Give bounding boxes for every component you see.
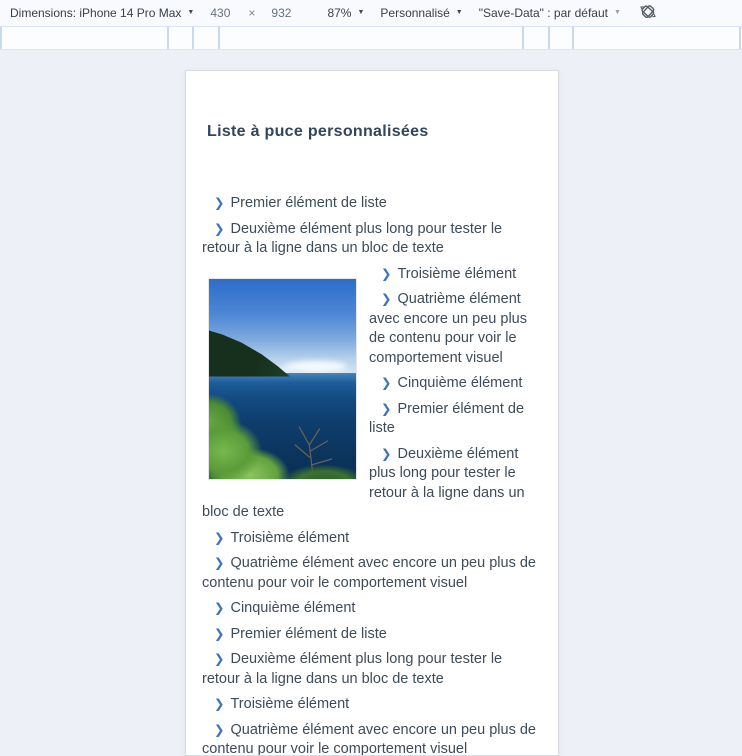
photo-bush bbox=[209, 379, 356, 479]
list-item: ❯ Troisième élément bbox=[214, 529, 350, 546]
device-select-label: Dimensions: iPhone 14 Pro Max bbox=[10, 6, 182, 20]
save-data-value: "Save-Data" : par défaut bbox=[478, 6, 608, 20]
list-item: ❯ Troisième élément bbox=[214, 696, 350, 712]
list-item: ❯ Cinquième élément bbox=[214, 600, 356, 616]
list-item: ❯ Quatrième élément avec encore un peu plus de contenu pour voir le comportement visuel bbox=[202, 721, 536, 756]
emulated-viewport bbox=[185, 70, 559, 756]
page-title: Liste à puce personnalisées bbox=[207, 123, 429, 140]
chevron-bullet-icon: ❯ bbox=[214, 555, 225, 570]
media-query-marker bbox=[739, 27, 741, 49]
photo-cloud bbox=[285, 361, 347, 372]
throttling-value: Personnalisé bbox=[380, 6, 450, 20]
media-query-marker bbox=[0, 27, 2, 49]
media-query-band bbox=[0, 26, 742, 50]
media-query-marker bbox=[192, 27, 194, 49]
list-item: ❯ Troisième élément bbox=[381, 265, 517, 282]
media-query-marker bbox=[548, 27, 550, 49]
chevron-bullet-icon: ❯ bbox=[381, 445, 392, 461]
chevron-bullet-icon: ❯ bbox=[214, 625, 225, 641]
list-item: ❯ Premier élément de liste bbox=[214, 195, 387, 211]
media-query-marker bbox=[218, 27, 220, 49]
device-toolbar bbox=[0, 0, 742, 26]
list-item: ❯ Premier élément de liste bbox=[369, 400, 525, 436]
list-item: ❯ Deuxième élément plus long pour tester le retour à la ligne dans un bloc de texte bbox=[202, 220, 503, 256]
chevron-down-icon: ▼ bbox=[187, 8, 195, 16]
zoom-select[interactable] bbox=[327, 6, 364, 20]
chevron-bullet-icon: ❯ bbox=[214, 696, 225, 711]
zoom-value: 87% bbox=[327, 6, 352, 20]
chevron-down-icon: ▼ bbox=[613, 8, 621, 16]
list-item: ❯ Quatrième élément avec encore un peu plus de contenu pour voir le comportement visuel bbox=[369, 291, 527, 366]
device-select[interactable] bbox=[10, 6, 194, 20]
page-content bbox=[186, 71, 558, 756]
media-query-marker bbox=[572, 27, 574, 49]
chevron-bullet-icon: ❯ bbox=[214, 195, 225, 210]
chevron-down-icon: ▼ bbox=[357, 8, 365, 16]
media-query-marker bbox=[522, 27, 524, 49]
viewport-height-input[interactable]: 932 bbox=[271, 6, 292, 20]
chevron-bullet-icon: ❯ bbox=[381, 265, 392, 281]
chevron-bullet-icon: ❯ bbox=[214, 721, 225, 737]
bullet-list bbox=[202, 193, 542, 756]
viewport-width-input[interactable]: 430 bbox=[210, 6, 231, 20]
list-item: ❯ Deuxième élément plus long pour tester le retour à la ligne dans un bloc de texte bbox=[202, 445, 525, 520]
list-item: ❯ Cinquième élément bbox=[381, 375, 523, 391]
list-item: ❯ Quatrième élément avec encore un peu plus de contenu pour voir le comportement visuel bbox=[202, 555, 536, 591]
throttling-select[interactable] bbox=[380, 6, 462, 20]
chevron-bullet-icon: ❯ bbox=[381, 375, 392, 390]
rotate-device-icon bbox=[638, 3, 658, 23]
dimensions-multiply-sign: × bbox=[248, 6, 256, 20]
chevron-bullet-icon: ❯ bbox=[381, 400, 392, 416]
chevron-bullet-icon: ❯ bbox=[381, 291, 392, 306]
chevron-bullet-icon: ❯ bbox=[214, 600, 225, 615]
seascape-photo bbox=[208, 278, 357, 480]
list-item: ❯ Deuxième élément plus long pour tester le retour à la ligne dans un bloc de texte bbox=[202, 651, 503, 687]
chevron-bullet-icon: ❯ bbox=[214, 529, 225, 545]
list-item: ❯ Premier élément de liste bbox=[214, 625, 387, 642]
media-query-marker bbox=[167, 27, 169, 49]
chevron-down-icon: ▼ bbox=[455, 8, 463, 16]
rotate-device-button[interactable] bbox=[637, 2, 659, 24]
chevron-bullet-icon: ❯ bbox=[214, 651, 225, 666]
save-data-select[interactable] bbox=[479, 6, 621, 20]
chevron-bullet-icon: ❯ bbox=[214, 220, 225, 236]
